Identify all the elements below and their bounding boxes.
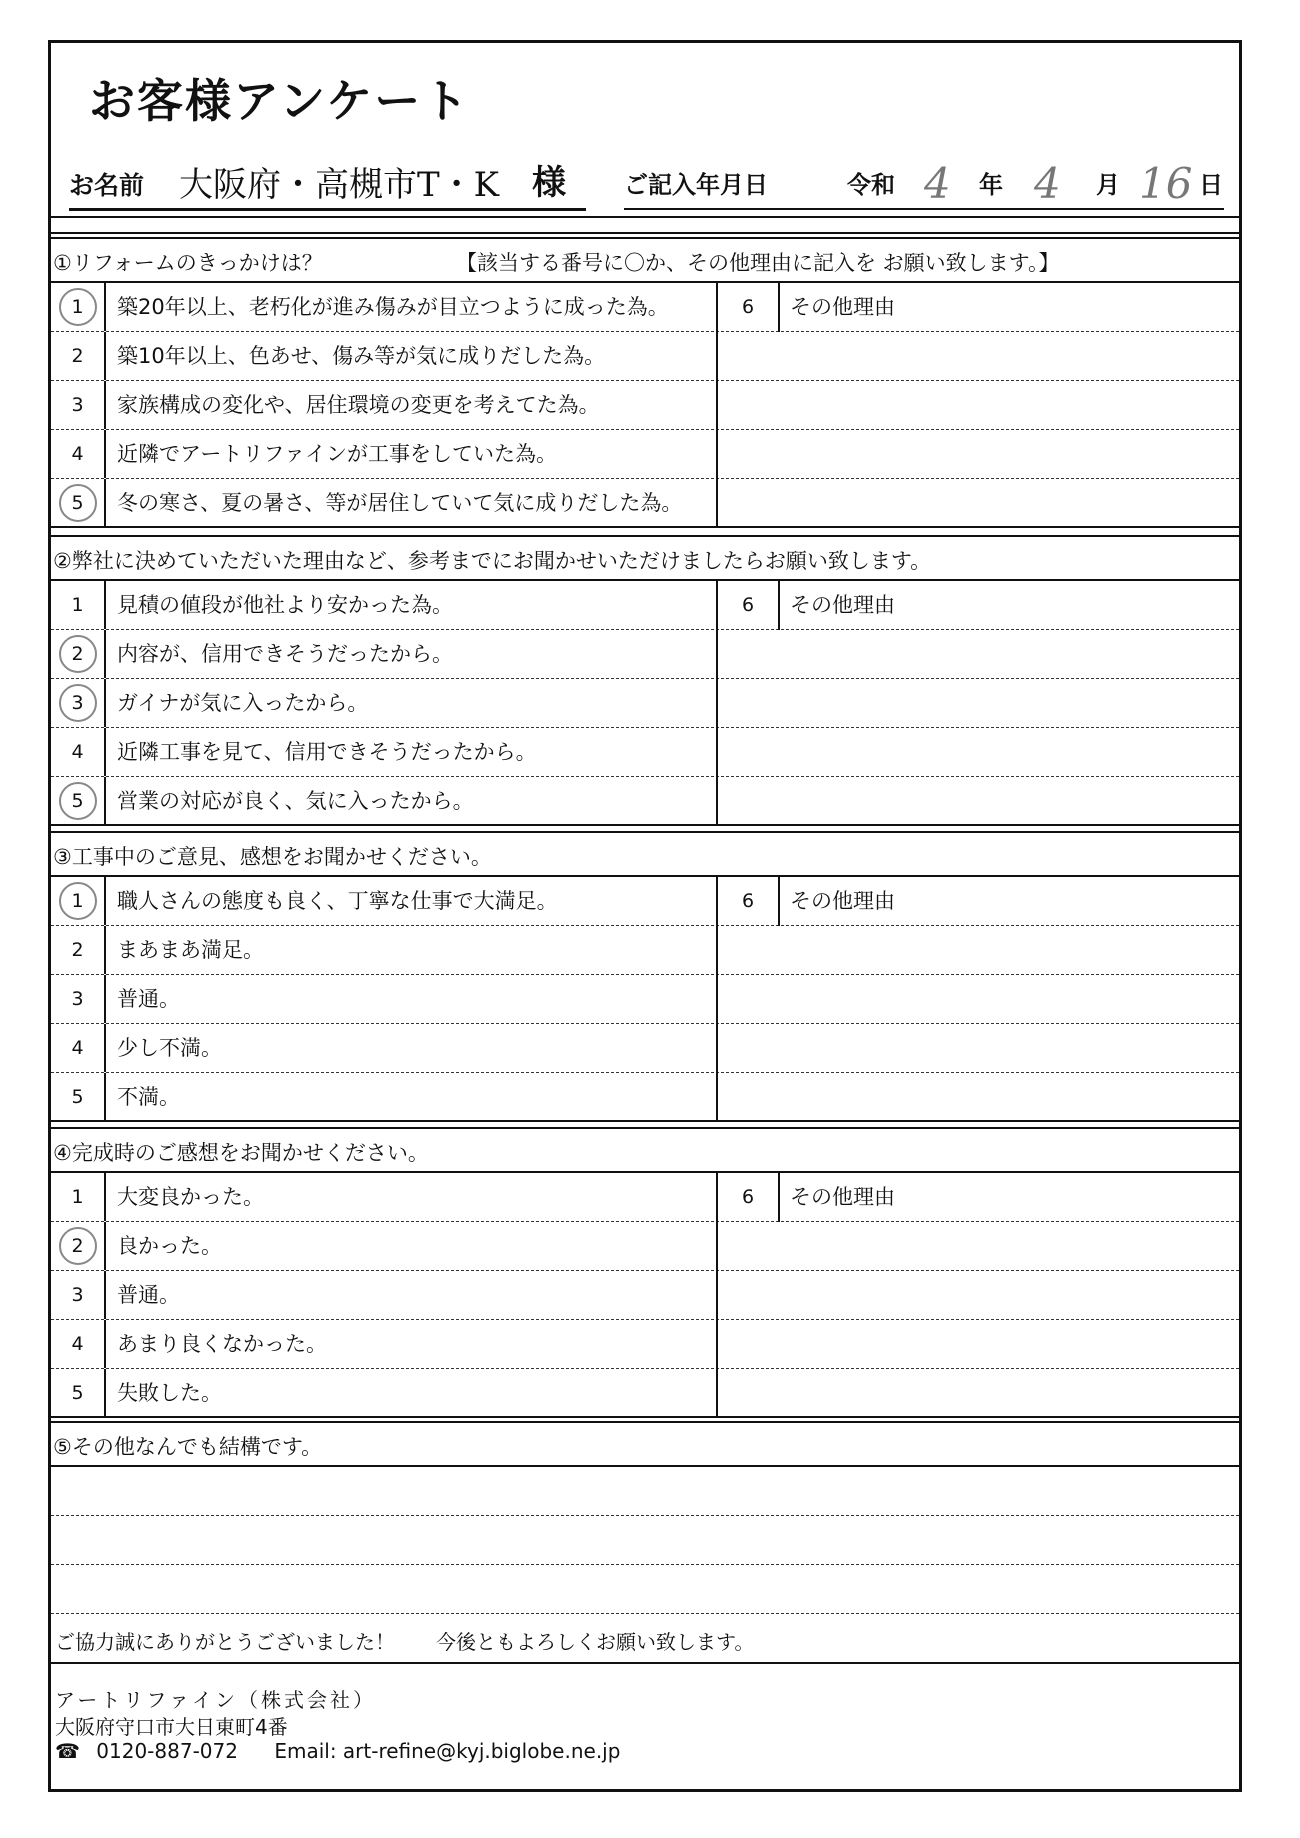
- option-row[interactable]: [51, 630, 1239, 679]
- other-reason-label: その他理由: [790, 1185, 895, 1209]
- section-heading-text: ①リフォームのきっかけは？: [53, 251, 323, 275]
- option-text: 営業の対応が良く、気に入ったから。: [117, 789, 474, 813]
- option-number[interactable]: [51, 283, 106, 331]
- day-unit: 日: [1199, 171, 1223, 199]
- company-email[interactable]: Email: art-refine@kyj.biglobe.ne.jp: [274, 1739, 621, 1763]
- section-4-heading: [51, 1127, 1239, 1173]
- month-unit: 月: [1096, 171, 1120, 199]
- option-text: 家族構成の変化や、居住環境の変更を考えてた為。: [117, 393, 600, 417]
- option-number-text: 5: [71, 1382, 84, 1404]
- option-row[interactable]: [51, 581, 1239, 630]
- year-unit: 年: [979, 171, 1003, 199]
- option-row[interactable]: [51, 479, 1239, 528]
- option-row[interactable]: [51, 926, 1239, 975]
- other-reason-label: その他理由: [790, 593, 895, 617]
- free-comment-line[interactable]: [51, 1516, 1239, 1565]
- option-text: 普通。: [117, 987, 180, 1011]
- option-number[interactable]: [51, 332, 106, 380]
- option-row[interactable]: [51, 679, 1239, 728]
- option-text: まあまあ満足。: [117, 938, 264, 962]
- free-comment-line[interactable]: [51, 1467, 1239, 1516]
- option-number-text: 1: [71, 890, 84, 912]
- name-label: お名前: [69, 171, 145, 200]
- section-3-heading: [51, 831, 1239, 877]
- option-number[interactable]: [51, 1369, 106, 1416]
- option-number-text: 3: [71, 394, 84, 416]
- option-row[interactable]: [51, 332, 1239, 381]
- month-value: 4: [1034, 159, 1061, 208]
- option-row[interactable]: [51, 430, 1239, 479]
- option-number-text: 1: [71, 1186, 84, 1208]
- option-number[interactable]: [51, 1173, 106, 1221]
- option-number-text: 5: [71, 492, 84, 514]
- section-heading-text: ③工事中のご意見、感想をお聞かせください。: [53, 845, 492, 869]
- free-comment-line[interactable]: [51, 1565, 1239, 1614]
- option-text: 不満。: [117, 1085, 180, 1109]
- date-label: ご記入年月日: [624, 171, 768, 199]
- option-row[interactable]: [51, 1073, 1239, 1122]
- option-number[interactable]: [51, 1320, 106, 1368]
- closing-text: 今後ともよろしくお願い致します。: [436, 1630, 755, 1654]
- phone-icon: ☎: [55, 1739, 80, 1763]
- hand-drawn-circle-mark: [59, 684, 97, 722]
- section-1-heading: [51, 237, 1239, 283]
- option-text: 築10年以上、色あせ、傷み等が気に成りだした為。: [117, 344, 606, 368]
- option-text: ガイナが気に入ったから。: [117, 691, 369, 715]
- option-row[interactable]: [51, 1271, 1239, 1320]
- option-number[interactable]: [51, 1073, 106, 1120]
- section-heading-text: ④完成時のご感想をお聞かせください。: [53, 1141, 429, 1165]
- section-heading-text: ②弊社に決めていただいた理由など、参考までにお聞かせいただけましたらお願い致します。: [53, 549, 932, 573]
- other-option-number[interactable]: 6: [718, 1173, 780, 1222]
- hand-drawn-circle-mark: [59, 635, 97, 673]
- option-number-text: 1: [71, 594, 84, 616]
- option-number-text: 4: [71, 1037, 84, 1059]
- option-number-text: 4: [71, 443, 84, 465]
- survey-form: [48, 40, 1242, 1792]
- option-number[interactable]: [51, 1222, 106, 1270]
- option-row[interactable]: [51, 1222, 1239, 1271]
- option-row[interactable]: [51, 381, 1239, 430]
- option-row[interactable]: [51, 283, 1239, 332]
- option-number[interactable]: [51, 381, 106, 429]
- option-row[interactable]: [51, 1320, 1239, 1369]
- option-text: 失敗した。: [117, 1381, 222, 1405]
- option-text: 築20年以上、老朽化が進み傷みが目立つように成った為。: [117, 295, 669, 319]
- option-number-text: 2: [71, 939, 84, 961]
- option-number[interactable]: [51, 630, 106, 678]
- other-option-number[interactable]: 6: [718, 283, 780, 332]
- option-text: 良かった。: [117, 1234, 222, 1258]
- column-divider: [716, 283, 718, 528]
- company-address: 大阪府守口市大日東町4番: [55, 1715, 288, 1739]
- option-number[interactable]: [51, 877, 106, 925]
- option-number-text: 2: [71, 1235, 84, 1257]
- other-option-number[interactable]: 6: [718, 877, 780, 926]
- option-number-text: 3: [71, 692, 84, 714]
- option-number-text: 4: [71, 1333, 84, 1355]
- option-number[interactable]: [51, 430, 106, 478]
- divider: [51, 216, 1239, 218]
- hand-drawn-circle-mark: [59, 288, 97, 326]
- column-divider: [716, 1173, 718, 1418]
- option-row[interactable]: [51, 777, 1239, 826]
- customer-name-field: [69, 158, 586, 211]
- column-divider: [716, 581, 718, 826]
- other-reason-label: その他理由: [790, 889, 895, 913]
- year-value: 4: [924, 159, 951, 208]
- other-option-number[interactable]: 6: [718, 581, 780, 630]
- option-number-text: 2: [71, 345, 84, 367]
- company-name: アートリファイン（株式会社）: [55, 1688, 376, 1712]
- option-text: 近隣でアートリファインが工事をしていた為。: [117, 442, 557, 466]
- option-text: 近隣工事を見て、信用できそうだったから。: [117, 740, 537, 764]
- option-number[interactable]: [51, 926, 106, 974]
- option-number-text: 5: [71, 1086, 84, 1108]
- customer-name: 大阪府・高槻市T・K: [179, 165, 500, 205]
- hand-drawn-circle-mark: [59, 484, 97, 522]
- divider: [51, 232, 1239, 234]
- page-title: お客様アンケート: [89, 74, 471, 128]
- option-number[interactable]: [51, 777, 106, 824]
- option-text: あまり良くなかった。: [117, 1332, 327, 1356]
- option-row[interactable]: [51, 1173, 1239, 1222]
- option-row[interactable]: [51, 1024, 1239, 1073]
- honorific: 様: [532, 163, 566, 203]
- option-number-text: 5: [71, 790, 84, 812]
- section-note: 【該当する番号に〇か、その他理由に記入を お願い致します。】: [456, 251, 1060, 275]
- section-5-heading: ⑤その他なんでも結構です。: [51, 1421, 1239, 1467]
- option-number[interactable]: [51, 975, 106, 1023]
- thanks-text: ご協力誠にありがとうございました！: [55, 1630, 395, 1654]
- date-field: [624, 158, 1224, 210]
- option-number-text: 1: [71, 296, 84, 318]
- option-row[interactable]: [51, 975, 1239, 1024]
- option-number-text: 4: [71, 741, 84, 763]
- option-number[interactable]: [51, 728, 106, 776]
- company-phone: 0120-887-072: [96, 1739, 238, 1763]
- hand-drawn-circle-mark: [59, 882, 97, 920]
- option-text: 大変良かった。: [117, 1185, 264, 1209]
- option-number[interactable]: [51, 581, 106, 629]
- hand-drawn-circle-mark: [59, 782, 97, 820]
- option-number-text: 2: [71, 643, 84, 665]
- option-text: 普通。: [117, 1283, 180, 1307]
- section-2-heading: [51, 535, 1239, 581]
- option-row[interactable]: [51, 877, 1239, 926]
- option-text: 見積の値段が他社より安かった為。: [117, 593, 453, 617]
- option-number[interactable]: [51, 479, 106, 526]
- option-number[interactable]: [51, 1024, 106, 1072]
- hand-drawn-circle-mark: [59, 1227, 97, 1265]
- option-number-text: 3: [71, 988, 84, 1010]
- option-row[interactable]: [51, 728, 1239, 777]
- option-text: 少し不満。: [117, 1036, 222, 1060]
- company-contact: [55, 1739, 620, 1763]
- column-divider: [716, 877, 718, 1122]
- other-reason-label: その他理由: [790, 295, 895, 319]
- option-text: 冬の寒さ、夏の暑さ、等が居住していて気に成りだした為。: [117, 491, 683, 515]
- option-text: 内容が、信用できそうだったから。: [117, 642, 453, 666]
- option-number[interactable]: [51, 679, 106, 727]
- era-label: 令和: [847, 171, 895, 199]
- thanks-row: [51, 1614, 1239, 1664]
- day-value: 16: [1139, 159, 1193, 208]
- option-row[interactable]: [51, 1369, 1239, 1418]
- option-text: 職人さんの態度も良く、丁寧な仕事で大満足。: [117, 889, 558, 913]
- option-number[interactable]: [51, 1271, 106, 1319]
- option-number-text: 3: [71, 1284, 84, 1306]
